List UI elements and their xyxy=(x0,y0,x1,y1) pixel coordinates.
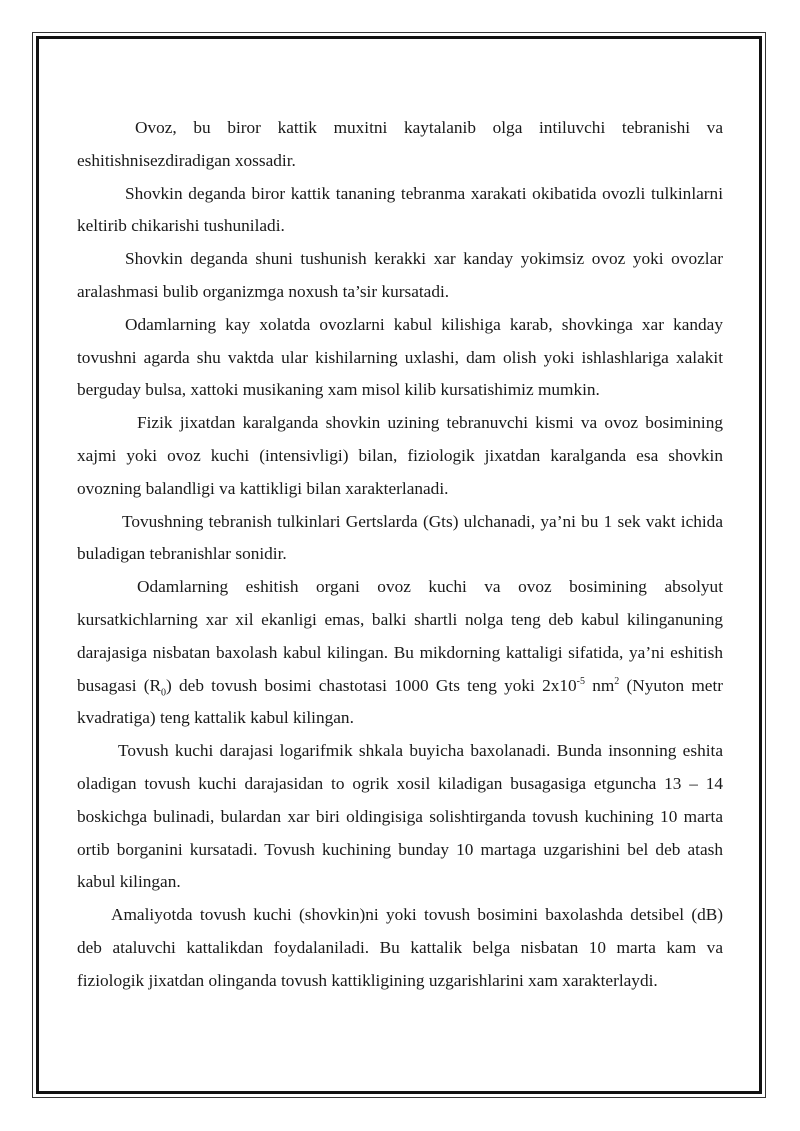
threshold-text-part4: (Nyuton metr kvadratiga) teng kattalik kabul kilingan. xyxy=(77,675,724,728)
paragraph-shovkin-effect: Shovkin deganda shuni tushunish kerakki xar kanday yokimsiz ovoz yoki ovozlar aralashmasi bulib organizmga noxush ta’sir kursatadi. xyxy=(77,249,723,301)
paragraph-noise-perception: Odamlarning kay xolatda ovozlarni kabul kilishiga karab, shovkinga xar kanday tovushni agarda shu vaktda ular kishilarning uxlashi, dam olish yoki ishlashlariga xalakit berguday bulsa, xattoki musikaning xam misol kilib kursatishimiz mumkin. xyxy=(77,314,723,400)
paragraph-decibel: Amaliyotda tovush kuchi (shovkin)ni yoki tovush bosimini baxolashda detsibel (dB) deb ataluvchi kattalikdan foydalaniladi. Bu kattalik belga nisbatan 10 marta kam va fiziologik jixatdan olinganda tovush kattikligining uzgarishlarini xam xarakterlaydi. xyxy=(77,905,723,990)
paragraph-logarithmic-scale: Tovush kuchi darajasi logarifmik shkala buyicha baxolanadi. Bunda insonning eshita oladigan tovush kuchi darajasidan to ogrik xosil kiladigan busagasiga etguncha 13 – 14 boskichga bulinadi, bulardan xar biri oldingisiga solishtirganda tovush kuchining 10 marta ortib borganini kursatadi. Tovush kuchining bunday 10 martaga uzgarishini bel deb atash kabul kilingan. xyxy=(77,741,723,892)
paragraph-hearing-threshold xyxy=(77,571,723,735)
document-body xyxy=(77,112,723,998)
threshold-subscript: 0 xyxy=(161,687,167,698)
threshold-text-part1: Odamlarning eshitish organi ovoz kuchi va ovoz bosimining absolyut kursatkichlarning xar xil ekanligi emas, balki shartli nolga teng deb kabul kilinganuning darajasiga nisbatan baxolash kabul kilingan. Bu mikdorning kattaligi sifatida, ya’ni eshitish busagasi (R xyxy=(77,577,723,695)
threshold-square-exponent: 2 xyxy=(614,675,620,687)
threshold-exponent: -5 xyxy=(576,675,585,687)
paragraph-frequency-hertz: Tovushning tebranish tulkinlari Gertslarda (Gts) ulchanadi, ya’ni bu 1 sek vakt ichida buladigan tebranishlar sonidir. xyxy=(77,511,723,564)
threshold-text-part3: nm xyxy=(584,675,615,695)
threshold-text-part2: ) deb tovush bosimi chastotasi 1000 Gts teng yoki 2x10 xyxy=(166,675,577,695)
paragraph-physical-characteristics: Fizik jixatdan karalganda shovkin uzining tebranuvchi kismi va ovoz bosimining xajmi yoki ovoz kuchi (intensivligi) bilan, fiziologik jixatdan karalganda esa shovkin ovozning balandligi va kattikligi bilan xarakterlanadi. xyxy=(77,413,723,498)
paragraph-ovoz-definition: Ovoz, bu biror kattik muxitni kaytalanib olga intiluvchi tebranishi va eshitishnisezdiradigan xossadir. xyxy=(77,118,723,170)
paragraph-shovkin-definition: Shovkin deganda biror kattik tananing tebranma xarakati okibatida ovozli tulkinlarni keltirib chikarishi tushuniladi. xyxy=(77,183,723,236)
